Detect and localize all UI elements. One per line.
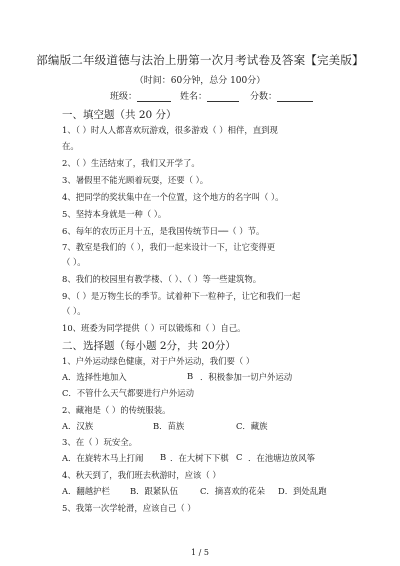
fill-question-3: 3、暑假里不能光顾着玩耍，还要（ ）。	[62, 175, 209, 185]
section1-heading: 一、填空题（共 20 分）	[62, 109, 177, 121]
name-blank	[207, 91, 239, 102]
choice-question-3: 3、在（ ）玩安全。	[62, 437, 137, 447]
choice-2-option-c: C．藏族	[236, 421, 268, 431]
choice-question-2: 2、藏袍是（ ）的传统服装。	[62, 405, 171, 415]
exam-subtitle: （时间：60分钟，总分 100分）	[134, 76, 266, 86]
choice-1-option-c: C．不管什么天气都要进行户外运动	[62, 388, 195, 398]
class-label: 班级：	[110, 92, 138, 102]
choice-question-4: 4、秋天到了，我们班去秋游时，应该（ ）	[62, 470, 221, 480]
page-number: 1 / 5	[191, 548, 209, 557]
choice-4-option-b: B．跟紧队伍	[130, 486, 179, 496]
choice-3-option-c: ．在池塘边放风筝	[248, 453, 315, 463]
choice-1-option-a: A．选择性地加入	[62, 372, 127, 382]
fill-question-2: 2、（ ）生活结束了，我们又开学了。	[62, 158, 200, 168]
fill-question-7-line2: （ ）。	[62, 257, 86, 267]
fill-question-5: 5、坚持本身就是一种（ ）。	[62, 209, 167, 219]
fill-question-6: 6、每年的农历正月十五，是我国传统节日──（ ）节。	[62, 226, 265, 236]
choice-1-option-b: ．积极参加一切户外运动	[200, 372, 293, 382]
fill-question-8: 8、我们的校园里有教学楼、（ ）、（ ）等一些建筑物。	[62, 274, 262, 284]
choice-3-option-b-letter: B	[160, 452, 167, 462]
section2-heading: 二、选择题（每小题 2分，共 20分）	[62, 340, 236, 352]
fill-question-7-line1: 7、教室是我们的（ ），我们一起来设计一下，让它变得更	[62, 242, 276, 252]
choice-3-option-c-letter: C	[236, 452, 243, 462]
class-field	[110, 89, 171, 102]
choice-4-option-c: C．摘喜欢的花朵	[200, 486, 266, 496]
choice-question-5: 5、我第一次学轮滑，应该自己（ ）	[62, 503, 196, 513]
fill-question-10: 10、班委为同学提供（ ）可以锻炼和（ ）自己。	[62, 323, 246, 333]
class-blank	[137, 91, 171, 102]
choice-1-option-b-letter: B	[187, 371, 194, 381]
choice-question-1: 1、户外运动绿色健康，对于户外运动，我们要（ ）	[62, 356, 255, 366]
choice-2-option-b: B．苗族	[153, 421, 185, 431]
choice-4-option-a: A．翻越护栏	[62, 486, 110, 496]
name-field	[180, 89, 239, 102]
fill-question-4: 4、把同学的奖状集中在一个位置，这个地方的名字叫（ ）。	[62, 192, 284, 202]
choice-3-option-b: ．在大树下下棋	[170, 453, 229, 463]
fill-question-1-line2: 在。	[62, 141, 79, 151]
choice-2-option-a: A．汉族	[62, 421, 94, 431]
fill-question-1-line1: 1、（ ）时人人都喜欢玩游戏，很多游戏（ ）相伴，直到现	[62, 125, 278, 135]
score-field	[250, 89, 313, 102]
fill-question-9-line2: （ ）。	[62, 306, 86, 316]
fill-question-9-line1: 9、（ ）是万物生长的季节。试着种下一粒种子，让它和我们一起	[62, 291, 301, 301]
choice-4-option-d: D．到处乱跑	[278, 486, 327, 496]
name-label: 姓名：	[180, 92, 208, 102]
score-blank	[277, 91, 313, 102]
score-label: 分数：	[250, 92, 278, 102]
choice-3-option-a: A．在旋转木马上打闹	[62, 453, 144, 463]
exam-title: 部编版二年级道德与法治上册第一次月考试卷及答案【完美版】	[36, 53, 364, 67]
